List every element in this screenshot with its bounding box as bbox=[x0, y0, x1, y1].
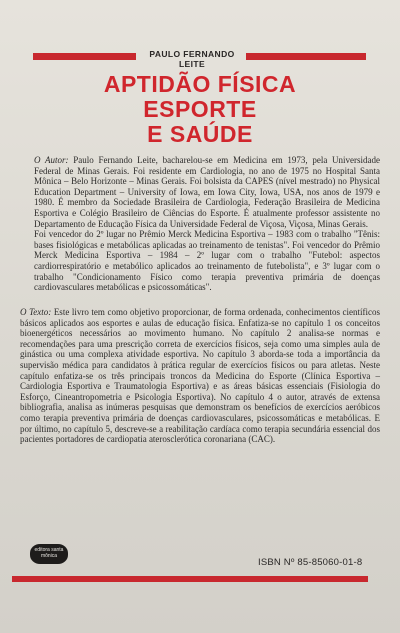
book-title-line-1: APTIDÃO FÍSICA bbox=[103, 71, 297, 97]
book-description-section bbox=[20, 307, 380, 445]
isbn-number: ISBN Nº 85-85060-01-8 bbox=[258, 557, 363, 568]
book-description-text: Este livro tem como objetivo proporcionar, de forma ordenada, conhecimentos científicos básicos aplicados aos esportes e aulas de educação física. Enfatiza-se no capítulo 1 os conceitos bioenergéticos necessários ao movimento humano. No capítulo 2 analisa-se normas e recomendações para uma prescrição correta de exercícios físicos, seja como uma simples aula de ginástica ou uma complexa atividade esportiva. No capítulo 3 aborda-se toda a importância da supervisão médica para candidatos à prática regular de exercícios físicos ou para atletas. Neste capítulo enfatiza-se os três principais troncos da Medicina do Esporte (Clínica Esportiva – Cardiologia Esportiva e Traumatologia Esportiva) e as áreas básicas essenciais (Fisiologia do Esforço, Cineantropometria e Psicologia Esportiva). No capítulo 4 o autor, através de extensa bibliografia, analisa as inúmeras pesquisas que demonstram os benefícios de exercícios aeróbicos como terapia preventiva primária de doenças cardiovasculares, psicossomáticas e metabólicas. E por último, no capítulo 5, descreve-se a reabilitação cardíaca como terapia secundária essencial dos pacientes portadores de cardiopatia aterosclerótica coronariana (CAC). bbox=[20, 307, 380, 445]
author-bio-paragraph bbox=[34, 155, 380, 229]
top-rule-right bbox=[246, 53, 366, 60]
bottom-rule bbox=[12, 576, 368, 582]
author-bio-text: Paulo Fernando Leite, bacharelou-se em Medicina em 1973, pela Universidade Federal de Minas Gerais. Foi residente em Cardiologia, no ano de 1975 no Hospital Santa Mônica – Belo Horizonte – Minas Gerais. Foi bolsista da CAPES (nível mestrado) no Physical Education Department – University of Iowa, em Iowa City, Iowa, USA, nos anos de 1979 e 1980. É membro da Sociedade Brasileira de Cardiologia, Federação Brasileira de Medicina Esportiva e Colégio Brasileiro de Ciências do Esporte. É atualmente professor assistente no Departamento de Educação Física da Universidade Federal de Viçosa, Viçosa, Minas Gerais. bbox=[34, 155, 381, 229]
text-label: O Texto: bbox=[20, 307, 52, 317]
author-label: O Autor: bbox=[34, 155, 69, 165]
book-description-paragraph bbox=[20, 307, 380, 445]
author-bio-section bbox=[34, 155, 380, 293]
author-awards-paragraph: Foi vencedor do 2º lugar no Prêmio Merck Medicina Esportiva – 1983 com o trabalho "Tênis: bases fisiológicas e metabólicas aplicadas ao treinamento de tenistas". Foi vencedor do Prêmio Merck Medicina Esportiva – 1984 – 2º lugar com o trabalho "Futebol: aspectos cardiorrespiratório e metabólico aplicados ao treinamento de futebolista", e 3º lugar com o trabalho "Condicionamento Físico como terapia preventiva primária de doenças cardiovasculares metabólicas e psicossomáticas". bbox=[34, 229, 380, 293]
author-name-header: PAULO FERNANDO LEITE bbox=[149, 49, 235, 69]
publisher-logo: editora santa mônica bbox=[30, 544, 68, 564]
book-title-line-2: ESPORTE bbox=[143, 96, 257, 122]
top-rule-left bbox=[33, 53, 136, 60]
book-title-line-3: E SAÚDE bbox=[147, 121, 253, 147]
